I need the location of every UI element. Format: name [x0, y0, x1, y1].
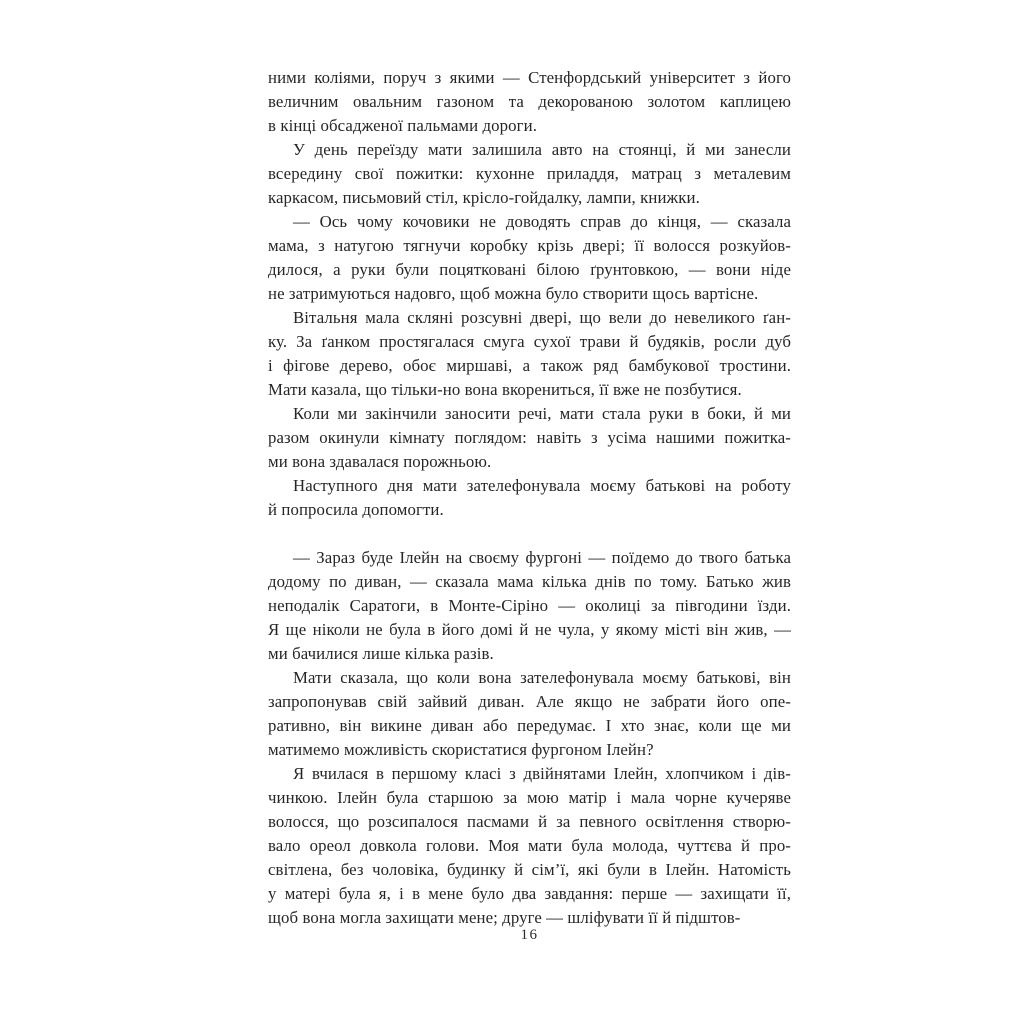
paragraph — [268, 474, 791, 522]
text-line: вало ореол довкола голови. Моя мати була молода, чуттєва й про- — [268, 836, 791, 855]
text-line: разом окинули кімнату поглядом: навіть з усіма нашими пожитка- — [268, 428, 791, 447]
text-line: додому по диван, — сказала мама кілька днів по тому. Батько жив — [268, 572, 791, 591]
text-line: Вітальня мала скляні розсувні двері, що вели до невеликого ґан- — [293, 308, 791, 327]
text-line: світлена, без чоловіка, будинку й сім’ї, які були в Ілейн. Натомість — [268, 860, 791, 879]
text-line: Я вчилася в першому класі з двійнятами Ілейн, хлопчиком і дів- — [293, 764, 791, 783]
text-line: ку. За ґанком простягалася смуга сухої трави й будяків, росли дуб — [268, 332, 791, 351]
text-line: ми вона здавалася порожньою. — [268, 452, 492, 471]
text-line: мама, з натугою тягнучи коробку крізь двері; її волосся розкуйов- — [268, 236, 791, 255]
paragraph — [268, 546, 791, 666]
text-line: ративно, він викине диван або передумає. І хто знає, коли ще ми — [268, 716, 791, 735]
paragraph — [268, 762, 791, 930]
text-line: Наступного дня мати зателефонувала моєму батькові на роботу — [293, 476, 791, 495]
text-line: і фігове дерево, обоє миршаві, а також ряд бамбукової тростини. — [268, 356, 791, 375]
paragraph — [268, 210, 791, 306]
text-line: матимемо можливість скористатися фургоном Ілейн? — [268, 740, 654, 759]
text-line: Мати сказала, що коли вона зателефонувала моєму батькові, він — [293, 668, 791, 687]
paragraph — [268, 66, 791, 138]
text-line: ними коліями, поруч з якими — Стенфордський університет з його — [268, 68, 791, 87]
text-line: — Ось чому кочовики не доводять справ до кінця, — сказала — [293, 212, 791, 231]
text-line: щоб вона могла захищати мене; друге — шліфувати її й підштов- — [268, 908, 741, 927]
text-line: величним овальним газоном та декорованою золотом каплицею — [268, 92, 791, 111]
paragraph — [268, 402, 791, 474]
text-line: запропонував свій зайвий диван. Але якщо не забрати його опе- — [268, 692, 791, 711]
page-number: 16 — [520, 927, 539, 943]
paragraph — [268, 138, 791, 210]
text-line: волосся, що розсипалося пасмами й за певного освітлення створю- — [268, 812, 791, 831]
text-line: й попросила допомогти. — [268, 500, 444, 519]
text-line: чинкою. Ілейн була старшою за мою матір і мала чорне кучеряве — [268, 788, 791, 807]
paragraph — [268, 666, 791, 762]
page-text — [268, 66, 791, 930]
text-line: каркасом, письмовий стіл, крісло-гойдалку, лампи, книжки. — [268, 188, 700, 207]
text-line: Коли ми закінчили заносити речі, мати стала руки в боки, й ми — [293, 404, 791, 423]
text-line: дилося, а руки були поцятковані білою ґрунтовкою, — вони ніде — [268, 260, 791, 279]
text-line: Я ще ніколи не була в його домі й не чула, у якому місті він жив, — — [268, 620, 791, 639]
paragraph — [268, 306, 791, 402]
text-line: — Зараз буде Ілейн на своєму фургоні — поїдемо до твого батька — [293, 548, 791, 567]
text-line: У день переїзду мати залишила авто на стоянці, й ми занесли — [293, 140, 791, 159]
text-line: Мати казала, що тільки-но вона вкорениться, її вже не позбутися. — [268, 380, 742, 399]
text-line: в кінці обсадженої пальмами дороги. — [268, 116, 537, 135]
text-line: не затримуються надовго, щоб можна було створити щось вартісне. — [268, 284, 759, 303]
section-break — [268, 522, 791, 546]
text-line: у матері була я, і в мене було два завдання: перше — захищати її, — [268, 884, 791, 903]
text-line: неподалік Саратоги, в Монте-Сіріно — околиці за півгодини їзди. — [268, 596, 791, 615]
text-line: всередину свої пожитки: кухонне приладдя, матрац з металевим — [268, 164, 791, 183]
text-line: ми бачилися лише кілька разів. — [268, 644, 494, 663]
